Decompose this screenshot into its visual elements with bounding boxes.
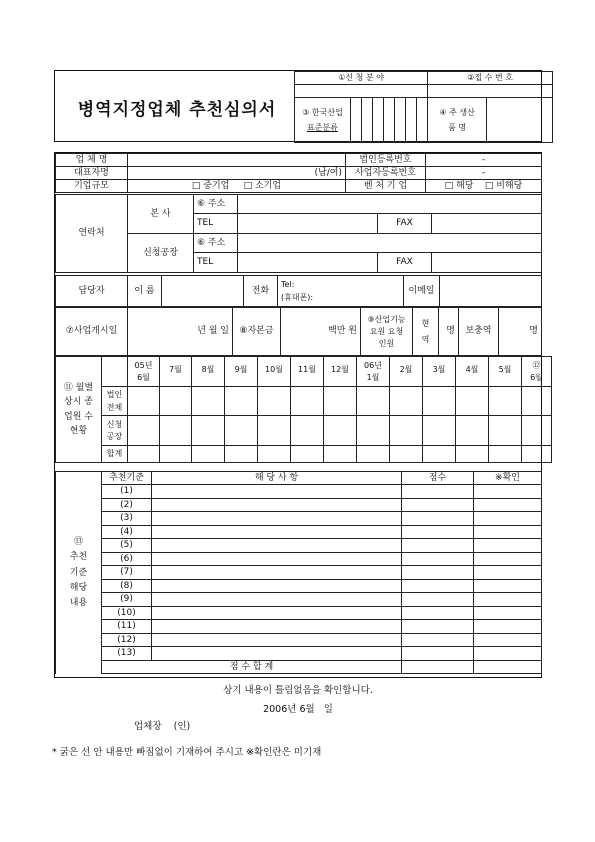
monthly-cell[interactable] [225, 446, 258, 463]
manager-mobile-label: (휴대폰): [281, 292, 314, 302]
product-label [428, 98, 487, 142]
criteria-check-input [474, 579, 542, 593]
monthly-cell[interactable] [522, 387, 552, 416]
confirm-signer: 업체장 (인) [134, 721, 191, 732]
field-applied-input[interactable] [295, 85, 428, 98]
criteria-table [55, 471, 542, 674]
month-header-top: 7월 [169, 365, 182, 375]
months-header-row [56, 357, 552, 387]
criteria-label-line1: ⑬ [73, 536, 83, 547]
month-header-top: 9월 [234, 365, 248, 375]
criteria-check-input [474, 512, 542, 526]
criteria-check-input [474, 498, 542, 512]
criteria-check-input [474, 647, 542, 661]
confirm-statement: 상기 내용이 틀림없음을 확인합니다. [223, 685, 373, 696]
page-title: 병역지정업체 추천심의서 [77, 100, 277, 120]
capital-label: ⑧자본금 [233, 308, 281, 356]
company-name-input[interactable] [128, 154, 346, 167]
footnote: * 굵은 선 안 내용만 빠짐없이 기재하여 주시고 ※확인란은 미기재 [52, 747, 322, 758]
contact-label: 연락처 [56, 195, 128, 273]
monthly-cell[interactable] [489, 387, 522, 416]
month-header [291, 357, 324, 387]
receipt-no-input[interactable] [428, 85, 553, 98]
monthly-cell[interactable] [258, 387, 291, 416]
hq-fax-label: FAX [378, 214, 432, 234]
criteria-score-input[interactable] [402, 647, 474, 661]
criteria-score-input[interactable] [402, 485, 474, 499]
monthly-cell[interactable] [258, 416, 291, 446]
criteria-item-input[interactable] [152, 633, 402, 647]
biz-reg-label: 사업자등록번호 [346, 167, 426, 180]
manager-email-input[interactable] [440, 276, 542, 307]
row-label-top: 법인 [106, 390, 123, 400]
ksic-digit-3[interactable] [373, 98, 384, 143]
month-header-top: 3월 [432, 365, 446, 375]
monthly-cell[interactable] [357, 387, 390, 416]
confirm-date: 2006년 6월 일 [263, 704, 333, 715]
month-header [192, 357, 225, 387]
factory-label: 신청공장 [128, 234, 194, 273]
criteria-check-input [474, 620, 542, 634]
month-header-top: 05년 [134, 360, 153, 370]
product-input[interactable] [487, 98, 552, 142]
monthly-cell[interactable] [225, 416, 258, 446]
criteria-item-no: (11) [102, 620, 152, 634]
monthly-cell[interactable] [489, 446, 522, 463]
receipt-no-label: ②접 수 번 호 [428, 72, 553, 85]
monthly-table [55, 356, 552, 463]
factory-fax-label: FAX [378, 253, 432, 273]
month-header [324, 357, 357, 387]
product-cell [428, 98, 553, 143]
monthly-cell[interactable] [192, 446, 225, 463]
monthly-cell[interactable] [160, 387, 192, 416]
criteria-item-no: (12) [102, 633, 152, 647]
month-header-top: 4월 [465, 365, 479, 375]
criteria-item-no: (1) [102, 485, 152, 499]
corp-reg-label: 법인등록번호 [346, 154, 426, 167]
criteria-score-input[interactable] [402, 539, 474, 553]
criteria-item-input[interactable] [152, 498, 402, 512]
ceo-label: 대표자명 [56, 167, 128, 180]
monthly-cell[interactable] [291, 416, 324, 446]
criteria-item-input[interactable] [152, 606, 402, 620]
request-label-line2: 요원 요청 [369, 326, 404, 336]
active-duty-line1: 현 [421, 319, 430, 329]
monthly-cell[interactable] [324, 446, 357, 463]
hq-label: 본 사 [128, 195, 194, 234]
month-header-top: 10월 [265, 365, 283, 375]
row-label-total: 합계 [102, 446, 128, 463]
manager-tel-label: Tel: [281, 280, 295, 290]
criteria-item-header: 해 당 사 항 [152, 472, 402, 485]
criteria-item-no: (6) [102, 552, 152, 566]
scale-options [128, 180, 346, 193]
month-header-bottom: 1월 [366, 373, 380, 382]
hq-tel-input[interactable] [238, 214, 378, 234]
criteria-check-header: ※확인 [474, 472, 542, 485]
product-label-line1: ④ 주 생산 [439, 108, 475, 118]
criteria-label-line2: 추천 [69, 552, 88, 563]
month-header [489, 357, 522, 387]
request-count-label [361, 308, 413, 356]
criteria-item-input[interactable] [152, 525, 402, 539]
month-header-top: 06년 [364, 360, 382, 370]
month-header [522, 357, 552, 387]
ksic-digit-1[interactable] [351, 98, 362, 143]
criteria-check-input [474, 539, 542, 553]
manager-label: 담당자 [56, 276, 128, 307]
month-header-bottom: 6월 [530, 373, 543, 382]
monthly-cell[interactable] [390, 446, 423, 463]
monthly-cell[interactable] [423, 446, 456, 463]
contact-table [55, 194, 542, 273]
month-header [258, 357, 291, 387]
criteria-check-input [474, 606, 542, 620]
monthly-cell[interactable] [456, 416, 489, 446]
manager-table [55, 275, 542, 307]
venture-yes-checkbox[interactable]: □ 해당 [444, 180, 474, 191]
monthly-cell[interactable] [192, 387, 225, 416]
ceo-gender[interactable]: (남/여) [128, 167, 346, 180]
score-total-check [474, 660, 542, 674]
hq-tel-label: TEL [194, 214, 238, 234]
month-header [390, 357, 423, 387]
monthly-cell[interactable] [324, 387, 357, 416]
active-duty-label [413, 308, 439, 356]
monthly-cell[interactable] [357, 446, 390, 463]
monthly-cell[interactable] [456, 387, 489, 416]
month-header-bottom: 6월 [137, 373, 150, 382]
criteria-item-input[interactable] [152, 566, 402, 580]
month-header [357, 357, 390, 387]
venture-options [426, 180, 542, 193]
product-label-line2: 품 명 [448, 122, 467, 132]
criteria-check-input [474, 525, 542, 539]
month-header [160, 357, 192, 387]
criteria-score-input[interactable] [402, 579, 474, 593]
corp-reg-input[interactable]: - [426, 154, 542, 167]
manager-phone-input[interactable] [278, 276, 404, 307]
monthly-cell[interactable] [357, 416, 390, 446]
monthly-cell[interactable] [160, 416, 192, 446]
manager-name-input[interactable] [162, 276, 244, 307]
criteria-item-no: (7) [102, 566, 152, 580]
ksic-label-line2: 표준분류 [307, 123, 338, 132]
active-duty-input[interactable]: 명 [439, 308, 459, 356]
criteria-score-input[interactable] [402, 566, 474, 580]
criteria-score-input[interactable] [402, 620, 474, 634]
factory-tel-input[interactable] [238, 253, 378, 273]
criteria-label-line5: 내용 [69, 598, 88, 609]
month-header [456, 357, 489, 387]
monthly-row-corp [56, 387, 552, 416]
month-header-top: 12월 [331, 365, 349, 375]
ksic-label-line1: ③ 한국산업 [302, 107, 343, 117]
capital-input[interactable]: 백만 원 [281, 308, 361, 356]
row-label-factory [102, 416, 128, 446]
month-header [225, 357, 258, 387]
criteria-score-input[interactable] [402, 593, 474, 607]
criteria-score-input[interactable] [402, 606, 474, 620]
criteria-score-header: 점수 [402, 472, 474, 485]
criteria-check-input [474, 485, 542, 499]
monthly-cell[interactable] [423, 387, 456, 416]
reserve-label: 보충역 [459, 308, 499, 356]
month-header-top: 5월 [498, 365, 512, 375]
monthly-cell[interactable] [291, 446, 324, 463]
ksic-digit-5[interactable] [395, 98, 406, 143]
business-start-label: ⑦사업개시일 [56, 308, 128, 356]
criteria-item-no: (5) [102, 539, 152, 553]
monthly-row-factory [56, 416, 552, 446]
criteria-item-input[interactable] [152, 539, 402, 553]
monthly-cell[interactable] [522, 416, 552, 446]
ksic-label [295, 98, 351, 143]
criteria-item-input[interactable] [152, 579, 402, 593]
monthly-cell[interactable] [128, 416, 160, 446]
hq-address-input[interactable] [238, 195, 542, 214]
criteria-score-input[interactable] [402, 633, 474, 647]
header-fields-table [294, 71, 553, 143]
scale-medium-checkbox[interactable]: □ 중기업 [191, 180, 230, 191]
month-header-top: 11월 [298, 365, 316, 375]
monthly-cell[interactable] [390, 387, 423, 416]
monthly-cell[interactable] [522, 446, 552, 463]
company-table [55, 153, 542, 193]
monthly-cell[interactable] [128, 446, 160, 463]
factory-address-label: ⑥ 주소 [194, 234, 238, 253]
manager-name-label: 이 름 [128, 276, 162, 307]
monthly-cell[interactable] [489, 416, 522, 446]
active-duty-line2: 역 [421, 334, 430, 344]
criteria-label-line3: 기준 [69, 567, 88, 578]
criteria-score-input[interactable] [402, 512, 474, 526]
hq-address-label: ⑥ 주소 [194, 195, 238, 214]
row-label-corp [102, 387, 128, 416]
company-name-label: 업 체 명 [56, 154, 128, 167]
factory-fax-input[interactable] [432, 253, 542, 273]
criteria-item-no: (13) [102, 647, 152, 661]
monthly-cell[interactable] [324, 416, 357, 446]
criteria-std-header: 추천기준 [102, 472, 152, 485]
month-header [128, 357, 160, 387]
monthly-cell[interactable] [192, 416, 225, 446]
monthly-cell[interactable] [128, 387, 160, 416]
criteria-check-input [474, 552, 542, 566]
monthly-cell[interactable] [258, 446, 291, 463]
request-label-line1: ⑨산업기능 [367, 314, 406, 324]
month-header-top: 8월 [201, 365, 215, 375]
hq-fax-input[interactable] [432, 214, 542, 234]
criteria-check-input [474, 566, 542, 580]
request-label-line3: 인원 [378, 339, 395, 349]
monthly-label-line1: ⑪ 월별 [63, 382, 94, 393]
criteria-item-input[interactable] [152, 647, 402, 661]
criteria-label-line4: 해당 [69, 582, 88, 593]
criteria-item-input[interactable] [152, 620, 402, 634]
ksic-digit-4[interactable] [384, 98, 395, 143]
criteria-item-no: (8) [102, 579, 152, 593]
criteria-item-input[interactable] [152, 593, 402, 607]
month-header-top: 2월 [399, 365, 413, 375]
monthly-label [56, 357, 102, 463]
ksic-digit-6[interactable] [406, 98, 417, 143]
monthly-cell[interactable] [390, 416, 423, 446]
criteria-item-no: (10) [102, 606, 152, 620]
month-header [423, 357, 456, 387]
monthly-cell[interactable] [160, 446, 192, 463]
scale-small-checkbox[interactable]: □ 소기업 [243, 180, 282, 191]
row-label-top: 신청 [106, 419, 123, 429]
venture-no-checkbox[interactable]: □ 비해당 [484, 180, 523, 191]
monthly-cell[interactable] [225, 387, 258, 416]
score-total-label: 점 수 합 계 [102, 660, 402, 674]
biz-reg-input[interactable]: - [426, 167, 542, 180]
months-corner [102, 357, 128, 387]
criteria-label [56, 472, 102, 674]
business-start-input[interactable]: 년 월 일 [128, 308, 233, 356]
monthly-cell[interactable] [456, 446, 489, 463]
monthly-label-line2: 상시 종 [64, 397, 93, 408]
factory-address-input[interactable] [238, 234, 542, 253]
criteria-check-input [474, 593, 542, 607]
manager-phone-label: 전화 [244, 276, 278, 307]
factory-tel-label: TEL [194, 253, 238, 273]
criteria-score-input[interactable] [402, 552, 474, 566]
monthly-label-line4: 현황 [69, 425, 88, 436]
ksic-digit-7[interactable] [417, 98, 428, 143]
month-header-top: ⑫ [532, 360, 541, 370]
monthly-cell[interactable] [291, 387, 324, 416]
criteria-check-input [474, 633, 542, 647]
criteria-item-input[interactable] [152, 512, 402, 526]
ksic-digit-2[interactable] [362, 98, 373, 143]
scale-label: 기업규모 [56, 180, 128, 193]
criteria-item-no: (3) [102, 512, 152, 526]
row-label-bottom: 전체 [106, 402, 123, 412]
field-applied-label: ①신 청 분 야 [295, 72, 428, 85]
reserve-input[interactable]: 명 [499, 308, 542, 356]
row-label-bottom: 공장 [106, 432, 123, 441]
manager-email-label: 이메일 [404, 276, 440, 307]
monthly-cell[interactable] [423, 416, 456, 446]
venture-label: 벤 처 기 업 [346, 180, 426, 193]
monthly-label-line3: 업원 수 [64, 411, 93, 422]
criteria-score-input[interactable] [402, 498, 474, 512]
criteria-item-no: (2) [102, 498, 152, 512]
criteria-item-input[interactable] [152, 485, 402, 499]
criteria-item-input[interactable] [152, 552, 402, 566]
score-total-input[interactable] [402, 660, 474, 674]
criteria-score-input[interactable] [402, 525, 474, 539]
monthly-row-total [56, 446, 552, 463]
criteria-item-no: (4) [102, 525, 152, 539]
criteria-item-no: (9) [102, 593, 152, 607]
business-table [55, 307, 542, 356]
